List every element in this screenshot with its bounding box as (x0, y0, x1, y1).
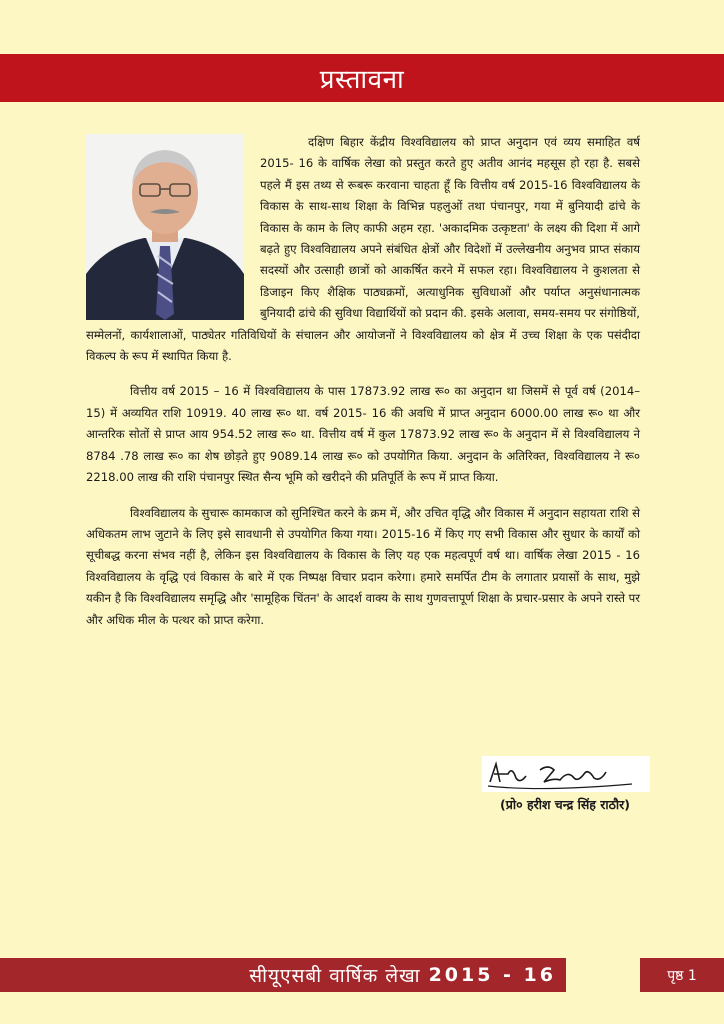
footer-title: सीयूएसबी वार्षिक लेखा (249, 965, 421, 987)
paragraph-outlook: विश्वविद्यालय के सुचारू कामकाज को सुनिश्चित करने के क्रम में, और उचित वृद्धि और विकास में अनुदान सहायता राशि से अधिकतम लाभ जुटाने के लिए इसे सावधानी से उपयोगित किया गया। 2015-16 में किए गए सभी विकास और सुधार के कार्यों को सूचीबद्ध करना संभव नहीं है, लेकिन इस विश्वविद्यालय के विकास के लिए यह एक महत्वपूर्ण वर्ष था। वार्षिक लेखा 2015 - 16 विश्वविद्यालय के वृद्धि एवं विकास के बारे में एक निष्पक्ष विचार प्रदान करेगा। हमारे समर्पित टीम के लगातार प्रयासों के साथ, मुझे यकीन है कि विश्वविद्यालय समृद्धि और 'सामूहिक चिंतन' के आदर्श वाक्य के साथ गुणवत्तापूर्ण शिक्षा के प्रचार-प्रसार के अपने रास्ते पर और अधिक मील के पत्थर को प्राप्त करेगा. (86, 505, 640, 627)
page-title: प्रस्तावना (319, 65, 405, 95)
header-band (0, 54, 724, 102)
paragraph-intro: दक्षिण बिहार केंद्रीय विश्वविद्यालय को प्राप्त अनुदान एवं व्यय समाहित वर्ष 2015- 16 के वार्षिक लेखा को प्रस्तुत करते हुए अतीव आनंद महसूस हो रहा है. सबसे पहले मैं इस तथ्य से रूबरू करवाना चाहता हूँ कि वित्तीय वर्ष 2015-16 विश्वविद्यालय के विकास के साथ-साथ शिक्षा के विभिन्न पहलुओं तथा पंचानपुर, गया में बुनियादी ढांचे के विकास के काम के लिए काफी अहम रहा. 'अकादमिक उत्कृष्टता' के लक्ष्य की दिशा में आगे बढ़ते हुए विश्वविद्यालय अपने संबंधित क्षेत्रों और विदेशों में उल्लेखनीय अनुभव प्राप्त संकाय सदस्यों और उत्साही छात्रों को आकर्षित करने में सफल रहा। विश्वविद्यालय ने कुशलता से डिजाइन किए शैक्षिक पाठ्यक्रमों, अत्याधुनिक सुविधाओं और पर्याप्त अनुसंधानात्मक बुनियादी ढांचे की सुविधा विद्यार्थियों को प्रदान की. इसके अलावा, समय-समय पर संगोष्ठियों, सम्मेलनों, कार्यशालाओं, पाठ्येतर गतिविधियों के संचालन और आयोजनों ने विश्वविद्यालय को क्षेत्र में उच्च शिक्षा के एक पसंदीदा विकल्प के रूप में स्थापित किया है. (86, 135, 640, 364)
foreword-content (86, 132, 640, 645)
page-number: पृष्ठ 1 (640, 958, 724, 992)
handwritten-signature-icon (482, 756, 650, 792)
portrait-photo-icon (86, 134, 244, 320)
signatory-name: (प्रो० हरीश चन्द्र सिंह राठौर) (500, 797, 630, 812)
footer-band (0, 958, 566, 992)
footer-year: 2015 - 16 (428, 964, 556, 986)
paragraph-finance: वित्तीय वर्ष 2015 – 16 में विश्वविद्यालय के पास 17873.92 लाख रू० का अनुदान था जिसमें से पूर्व वर्ष (2014–15) में अव्ययित राशि 10919. 40 लाख रू० था. वर्ष 2015- 16 की अवधि में प्राप्त अनुदान 6000.00 लाख रू० था और आन्तरिक सोतों से प्राप्त आय 954.52 लाख रू० था. वित्तीय वर्ष में कुल 17873.92 लाख रू० के अनुदान में से विश्वविद्यालय ने 8784 .78 लाख रू० का शेष छोड़ते हुए 9089.14 लाख रू० को उपयोगित किया. अनुदान के अतिरिक्त, विश्वविद्यालय ने रू० 2218.00 लाख की राशि पंचानपुर स्थित सैन्य भूमि को खरीदने की प्रतिपूर्ति के रूप में प्राप्त किया. (86, 384, 640, 485)
